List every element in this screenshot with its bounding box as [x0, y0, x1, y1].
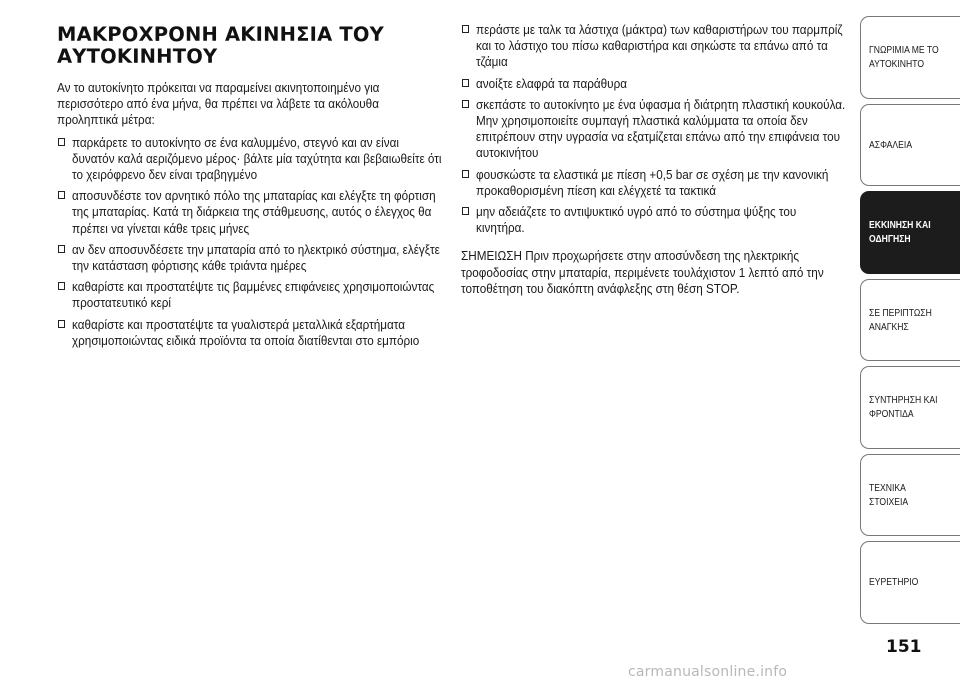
- right-checklist: [461, 22, 845, 236]
- tab-label: ΕΚΚΙΝΗΣΗ ΚΑΙ ΟΔΗΓΗΣΗ: [869, 219, 931, 246]
- list-item: αν δεν αποσυνδέσετε την μπαταρία από το ηλεκτρικό σύστημα, ελέγξτε την κατάσταση φόρτισης κάθε τριάντα ημέρες: [57, 242, 439, 274]
- chapter-tabs: [860, 16, 960, 629]
- tab-label: ΕΥΡΕΤΗΡΙΟ: [869, 576, 919, 589]
- tab-emergency[interactable]: [860, 279, 960, 362]
- tab-label: ΣΥΝΤΗΡΗΣΗ ΚΑΙ ΦΡΟΝΤΙΔΑ: [869, 394, 938, 421]
- square-bullet-icon: [58, 320, 65, 328]
- tab-technical-data[interactable]: [860, 454, 960, 537]
- tab-maintenance[interactable]: [860, 366, 960, 449]
- intro-paragraph: Αν το αυτοκίνητο πρόκειται να παραμείνει ακινητοποιημένο για περισσότερο από ένα μήνα, θα πρέπει να λάβετε τα ακόλουθα προληπτικά μέτρα:: [57, 81, 380, 128]
- list-item: σκεπάστε το αυτοκίνητο με ένα ύφασμα ή διάτρητη πλαστική κουκούλα. Μην χρησιμοποιείτε συμπαγή πλαστικά καλύμματα τα οποία δεν επιτρέπουν στην υγρασία να εξατμίζεται επάνω από την επιφάνεια του αυτοκινήτου: [461, 97, 845, 162]
- section-title: ΜΑΚΡΟΧΡΟΝΗ ΑΚΙΝΗΣΙΑ ΤΟΥ ΑΥΤΟΚΙΝΗΤΟΥ: [57, 23, 384, 68]
- list-item: καθαρίστε και προστατέψτε τα γυαλιστερά μεταλλικά εξαρτήματα χρησιμοποιώντας ειδικά προϊόντα τα οποία διατίθενται στο εμπόριο: [57, 317, 439, 349]
- tab-label: ΑΣΦΑΛΕΙΑ: [869, 138, 913, 151]
- tab-starting-and-driving[interactable]: [860, 191, 960, 274]
- note-paragraph: ΣΗΜΕΙΩΣΗ Πριν προχωρήσετε στην αποσύνδεση της ηλεκτρικής τροφοδοσίας στην μπαταρία, περιμένετε τουλάχιστον 1 λεπτό από την τοποθέτηση του διακόπτη ανάφλεξης στη θέση STOP.: [461, 249, 824, 296]
- right-column: [461, 22, 845, 303]
- tab-label: ΤΕΧΝΙΚΑ ΣΤΟΙΧΕΙΑ: [869, 481, 909, 508]
- square-bullet-icon: [58, 245, 65, 253]
- square-bullet-icon: [462, 100, 469, 108]
- square-bullet-icon: [58, 191, 65, 199]
- left-column: [57, 23, 442, 354]
- square-bullet-icon: [462, 170, 469, 178]
- square-bullet-icon: [58, 282, 65, 290]
- tab-getting-to-know[interactable]: [860, 16, 960, 99]
- page-number: 151: [886, 637, 922, 657]
- tab-label: ΓΝΩΡΙΜΙΑ ΜΕ ΤΟ ΑΥΤΟΚΙΝΗΤΟ: [869, 44, 939, 71]
- list-item: περάστε με ταλκ τα λάστιχα (μάκτρα) των καθαριστήρων του παρμπρίζ και το λάστιχο του πίσω καθαριστήρα και σηκώστε τα επάνω από τα τζάμια: [461, 22, 845, 71]
- square-bullet-icon: [462, 79, 469, 87]
- list-item: ανοίξτε ελαφρά τα παράθυρα: [461, 76, 845, 92]
- square-bullet-icon: [58, 138, 65, 146]
- tab-index[interactable]: [860, 541, 960, 624]
- list-item: μην αδειάζετε το αντιψυκτικό υγρό από το σύστημα ψύξης του κινητήρα.: [461, 204, 845, 236]
- list-item: καθαρίστε και προστατέψτε τις βαμμένες επιφάνειες χρησιμοποιώντας προστατευτικό κερί: [57, 279, 439, 311]
- list-item: φουσκώστε τα ελαστικά με πίεση +0,5 bar σε σχέση με την κανονική προκαθορισμένη πίεση και ελέγχετέ τα τακτικά: [461, 167, 845, 199]
- left-checklist: [57, 135, 442, 349]
- tab-label: ΣΕ ΠΕΡΙΠΤΩΣΗ ΑΝΑΓΚΗΣ: [869, 306, 932, 333]
- tab-safety[interactable]: [860, 104, 960, 187]
- watermark: carmanualsonline.info: [628, 664, 788, 680]
- list-item: παρκάρετε το αυτοκίνητο σε ένα καλυμμένο, στεγνό και αν είναι δυνατόν καλά αεριζόμενο μέρος· βάλτε μία ταχύτητα και βεβαιωθείτε ότι το χειρόφρενο δεν είναι τραβηγμένο: [57, 135, 439, 184]
- square-bullet-icon: [462, 25, 469, 33]
- square-bullet-icon: [462, 207, 469, 215]
- list-item: αποσυνδέστε τον αρνητικό πόλο της μπαταρίας και ελέγξτε τη φόρτιση της μπαταρίας. Κατά τη διάρκεια της στάθμευσης, αυτός ο έλεγχος θα πρέπει να γίνεται κάθε τρεις μήνες: [57, 188, 439, 237]
